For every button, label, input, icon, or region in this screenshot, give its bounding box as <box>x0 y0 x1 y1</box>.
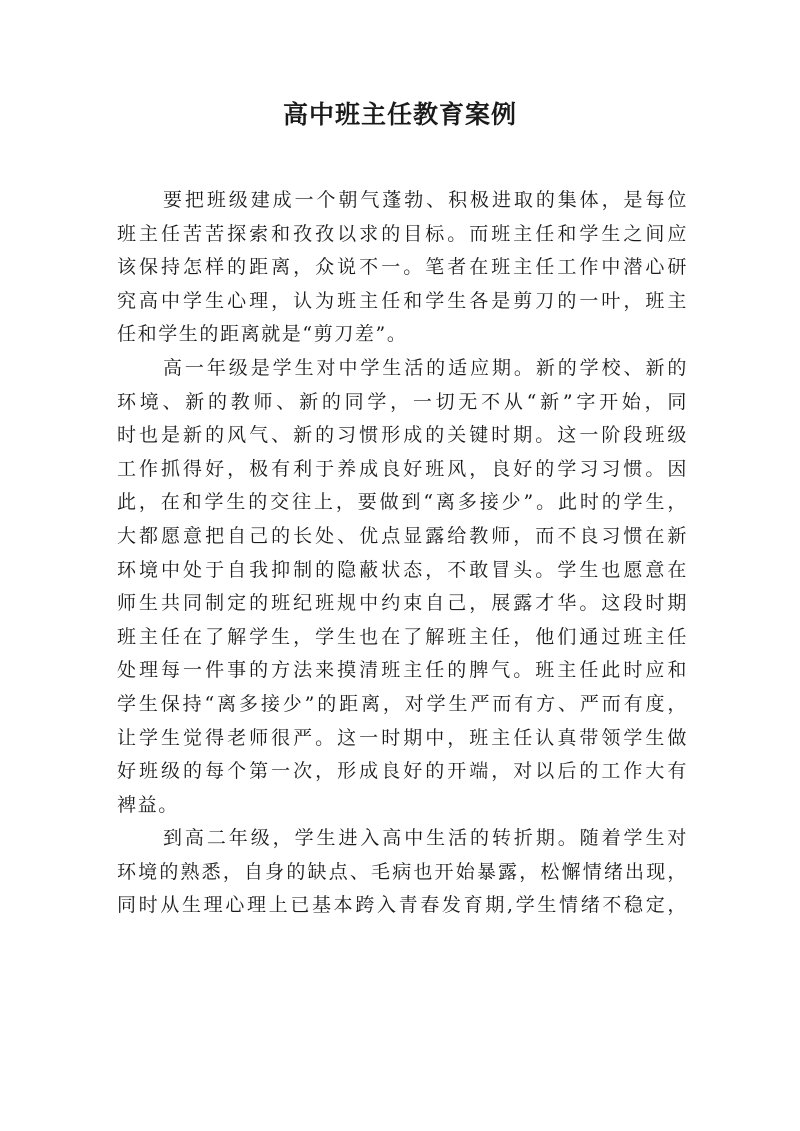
paragraph-2-line-11: 学生保持“离多接少”的距离，对学生严而有方、严而有度， <box>117 692 688 715</box>
paragraph-2-line-14: 裨益。 <box>117 793 179 816</box>
paragraph-1-line-5: 任和学生的距离就是“剪刀差”。 <box>117 323 408 346</box>
paragraph-1-line-2: 班主任苦苦探索和孜孜以求的目标。而班主任和学生之间应 <box>117 222 688 245</box>
paragraph-2-line-12: 让学生觉得老师很严。这一时期中，班主任认真带领学生做 <box>117 726 688 749</box>
paragraph-2-line-6: 大都愿意把自己的长处、优点显露给教师，而不良习惯在新 <box>117 524 688 547</box>
paragraph-1-line-4: 究高中学生心理，认为班主任和学生各是剪刀的一叶，班主 <box>117 289 688 312</box>
paragraph-3-line-3: 同时从生理心理上已基本跨入青春发育期,学生情绪不稳定， <box>117 894 688 917</box>
paragraph-2-line-3: 时也是新的风气、新的习惯形成的关键时期。这一阶段班级 <box>117 424 688 447</box>
paragraph-2-line-5: 此，在和学生的交往上，要做到“离多接少”。此时的学生， <box>117 491 688 514</box>
paragraph-1-line-3: 该保持怎样的距离，众说不一。笔者在班主任工作中潜心研 <box>117 256 688 279</box>
paragraph-2-line-9: 班主任在了解学生，学生也在了解班主任，他们通过班主任 <box>117 625 688 648</box>
paragraph-2-line-8: 师生共同制定的班纪班规中约束自己，展露才华。这段时期 <box>117 592 688 615</box>
paragraph-2-line-10: 处理每一件事的方法来摸清班主任的脾气。班主任此时应和 <box>117 659 688 682</box>
document-body <box>117 184 688 923</box>
paragraph-3-line-1: 到高二年级，学生进入高中生活的转折期。随着学生对 <box>163 827 688 850</box>
document-title: 高中班主任教育案例 <box>282 100 517 129</box>
paragraph-2-line-2: 环境、新的教师、新的同学，一切无不从“新”字开始，同 <box>117 390 688 413</box>
paragraph-2-line-1: 高一年级是学生对中学生活的适应期。新的学校、新的 <box>163 356 688 379</box>
paragraph-1-line-1: 要把班级建成一个朝气蓬勃、积极进取的集体，是每位 <box>163 189 688 211</box>
paragraph-2-line-4: 工作抓得好，极有利于养成良好班风，良好的学习习惯。因 <box>117 457 688 480</box>
paragraph-3-line-2: 环境的熟悉，自身的缺点、毛病也开始暴露，松懈情绪出现， <box>117 860 688 883</box>
paragraph-2-line-7: 环境中处于自我抑制的隐蔽状态，不敢冒头。学生也愿意在 <box>117 558 688 581</box>
paragraph-2-line-13: 好班级的每个第一次，形成良好的开端，对以后的工作大有 <box>117 760 688 783</box>
